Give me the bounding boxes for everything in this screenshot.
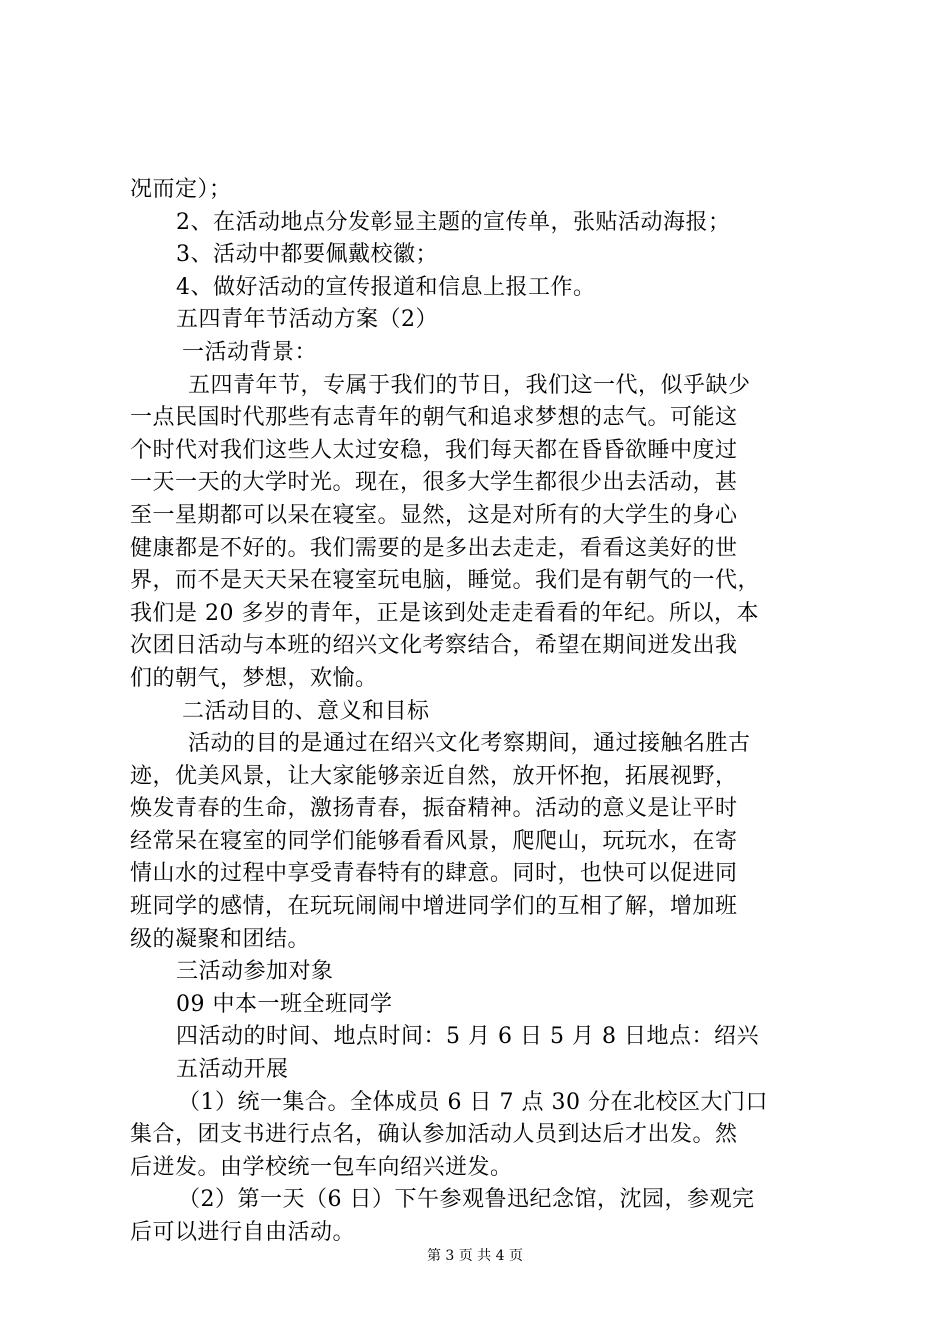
section-heading: 二活动目的、意义和目标	[182, 698, 430, 724]
text-line: 况而定）；	[130, 177, 232, 202]
document-body	[130, 174, 830, 1250]
text-line: 09 中本一班全班同学	[176, 991, 393, 1017]
text-line: 情山水的过程中享受青春特有的肆意。同时，也快可以促进同	[130, 861, 738, 887]
text-line: 集合，团支书进行点名，确认参加活动人员到达后才出发。然	[130, 1122, 738, 1148]
page-footer: 第 3 页 共 4 页	[426, 1248, 524, 1264]
text-line: 班同学的感情，在玩玩闹闹中增进同学们的互相了解，增加班	[130, 894, 738, 920]
list-item: 2、在活动地点分发彰显主题的宣传单，张贴活动海报；	[176, 209, 731, 235]
text-line: 后迸发。由学校统一包车向绍兴迸发。	[130, 1154, 513, 1180]
text-line: 们的朝气，梦想，欢愉。	[130, 665, 378, 691]
text-line: 次团日活动与本班的绍兴文化考察结合，希望在期间迸发出我	[130, 633, 738, 659]
text-line: 我们是 20 多岁的青年，正是该到处走走看看的年纪。所以，本	[130, 600, 759, 626]
section-heading: 五活动开展	[176, 1057, 289, 1083]
section-heading: 一活动背景：	[182, 339, 318, 365]
section-title: 五四青年节活动方案（2）	[176, 307, 438, 333]
text-line: 级的凝聚和团结。	[130, 926, 311, 952]
text-line: （2）第一天（6 日）下午参观鲁迅纪念馆，沈园，参观完	[178, 1187, 755, 1213]
text-line: 一点民国时代那些有志青年的朝气和追求梦想的志气。可能这	[130, 405, 738, 431]
list-item: 4、做好活动的宣传报道和信息上报工作。	[176, 274, 596, 300]
text-line: 迹，优美风景，让大家能够亲近自然，放开怀抱，拓展视野，	[130, 763, 738, 789]
text-line: 活动的目的是通过在绍兴文化考察期间，通过接触名胜古	[188, 731, 751, 757]
text-line: 界，而不是天天呆在寝室玩电脑，睡觉。我们是有朝气的一代，	[130, 568, 761, 594]
text-line: 后可以进行自由活动。	[130, 1220, 356, 1245]
text-line: 个时代对我们这些人太过安稳，我们每天都在昏昏欲睡中度过	[130, 437, 738, 463]
text-line: 至一星期都可以呆在寝室。显然，这是对所有的大学生的身心	[130, 502, 738, 528]
text-line: 经常呆在寝室的同学们能够看看风景，爬爬山，玩玩水，在寄	[130, 828, 738, 854]
section-heading: 四活动的时间、地点时间：5 月 6 日 5 月 8 日地点：绍兴	[176, 1024, 759, 1050]
section-heading: 三活动参加对象	[176, 959, 334, 985]
text-line: 焕发青春的生命，激扬青春，振奋精神。活动的意义是让平时	[130, 796, 738, 822]
text-line: 五四青年节，专属于我们的节日，我们这一代，似乎缺少	[188, 372, 751, 398]
text-line: （1）统一集合。全体成员 6 日 7 点 30 分在北校区大门口	[178, 1089, 768, 1115]
text-line: 一天一天的大学时光。现在，很多大学生都很少出去活动，甚	[130, 470, 738, 496]
text-line: 健康都是不好的。我们需要的是多出去走走，看看这美好的世	[130, 535, 738, 561]
list-item: 3、活动中都要佩戴校徽；	[176, 242, 438, 268]
